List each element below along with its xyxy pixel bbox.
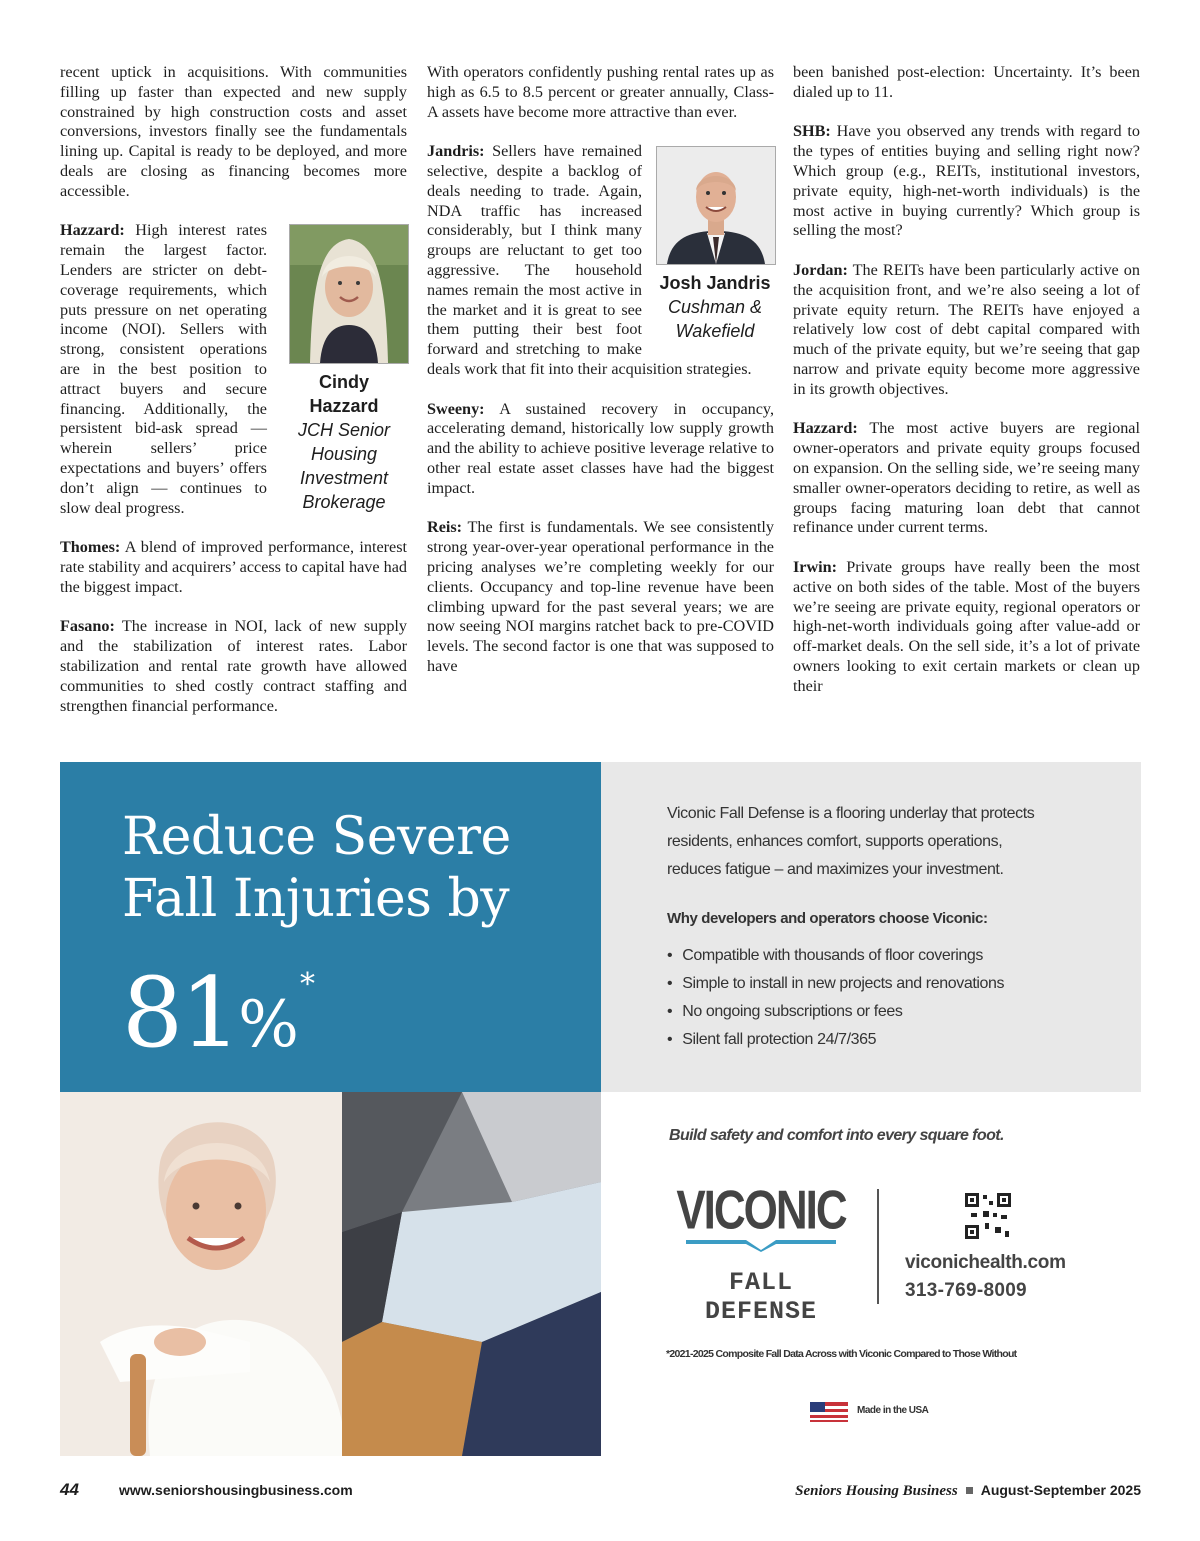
- answer-text: A blend of improved performance, interest rate stability and acquirers’ access to capital have had the biggest impact.: [60, 538, 407, 596]
- speaker-name: Jordan:: [793, 260, 848, 279]
- ad-percent-figure: [122, 930, 312, 1080]
- caption-name: Cindy: [318, 372, 369, 393]
- answer-text: The REITs have been particularly active on the acquisition front, and we’re also seeing a lot of private equity return. The REITs have enjoyed a relatively low cost of debt capital compared with much of the private equity, but we’re seeing that gap narrow and private equity become more aggressive in its growth objectives.: [793, 260, 1140, 398]
- page-number: 44: [60, 1480, 79, 1499]
- ad-bullet: • Silent fall protection 24/7/365: [667, 1026, 1004, 1054]
- caption-company: JCH Senior: [297, 420, 391, 441]
- paragraph: [793, 122, 1140, 241]
- paragraph: [427, 518, 774, 676]
- answer-text: Sellers have remained selective, despite a backlog of deals needing to trade. Again, NDA traffic has increased considerably, but I think many groups are reluctant to get too aggressive. The household names remain the most active in the market and it is great to see them putting their best foot forward and stretching to make deals work that fit into their acquisition strategies.: [427, 142, 752, 378]
- paragraph: [60, 617, 407, 716]
- usa-flag-icon: [810, 1402, 848, 1422]
- caption-company: Cushman &: [667, 297, 763, 318]
- article-column-3: [793, 63, 1140, 697]
- ad-percent-sign: %: [238, 988, 296, 1062]
- issue-date: August-September 2025: [980, 1482, 1141, 1498]
- speaker-name: Sweeny:: [427, 399, 485, 418]
- paragraph: been banished post-election: Uncertainty. It’s been dialed up to 11.: [793, 63, 1140, 101]
- article-column-2: [427, 63, 774, 677]
- page-footer: [60, 1480, 1141, 1502]
- answer-text: Private groups have really been the most active on both sides of the table. Most of the buyers we’re seeing are private equity, regional operators or high-net-worth individuals going after value-add or off-market deals. On the sell side, it’s a lot of private owners looking to exit certain markets or clean up their: [793, 557, 1141, 695]
- paragraph: [427, 400, 774, 499]
- speaker-name: Jandris:: [427, 142, 485, 161]
- speaker-name: Hazzard:: [793, 419, 858, 438]
- answer-text: The increase in NOI, lack of new supply and the stabilization of interest rates. Labor stabilization and rental rate growth have allowed communities to shed costly contract staffing and strengthen financial performance.: [60, 617, 407, 715]
- ad-footnote: *2021-2025 Composite Fall Data Across with Viconic Compared to Those Without: [666, 1348, 1017, 1360]
- speaker-name: SHB:: [793, 122, 831, 141]
- ad-bullet-list: [667, 942, 1004, 1054]
- viconic-logo[interactable]: [666, 1179, 856, 1326]
- speaker-name: Reis:: [427, 518, 463, 537]
- jandris-headshot: [656, 146, 776, 265]
- ad-why-heading: Why developers and operators choose Viconic:: [667, 910, 988, 927]
- caption-name: Hazzard: [309, 396, 379, 417]
- ad-asterisk: *: [299, 967, 312, 1002]
- ad-flooring-samples-image: [342, 1092, 601, 1456]
- ad-bullet: • Compatible with thousands of floor coverings: [667, 942, 1004, 970]
- ad-info-panel: [601, 762, 1141, 1092]
- ad-phone-number[interactable]: 313-769-8009: [905, 1280, 1027, 1301]
- ad-bullet: • No ongoing subscriptions or fees: [667, 998, 1004, 1026]
- hazzard-photo-caption: [281, 224, 407, 514]
- answer-text: The most active buyers are regional owner-operators and private equity groups focused on expansion. On the selling side, we’re seeing many smaller owner-operators deciding to retire, as well as groups facing maturing loan debt that cannot refinance under current terms.: [793, 419, 1140, 537]
- speaker-name: Irwin:: [793, 557, 838, 576]
- paragraph: [60, 538, 407, 597]
- speaker-name: Fasano:: [60, 617, 115, 636]
- viconic-advertisement[interactable]: [60, 762, 1141, 1456]
- ad-website-link[interactable]: viconichealth.com: [905, 1252, 1066, 1273]
- jandris-photo-caption: [656, 146, 774, 343]
- publication-info: [795, 1482, 1141, 1500]
- ad-bullet: • Simple to install in new projects and renovations: [667, 970, 1004, 998]
- ad-headline: [122, 806, 511, 930]
- question-text: Have you observed any trends with regard to the types of entities buying and selling right now? Which group (e.g., REITs, institutional investors, private equity, high-net-worth individuals) is the most active in buying currently? Which group is selling the most?: [793, 122, 1141, 240]
- paragraph: [793, 261, 1140, 400]
- article-column-1: [60, 63, 407, 716]
- caption-name: Josh Jandris: [659, 273, 771, 294]
- made-in-usa-label: Made in the USA: [857, 1405, 929, 1416]
- ad-divider: [877, 1189, 879, 1304]
- speaker-name: Thomes:: [60, 538, 121, 557]
- ad-intro: [667, 800, 1087, 884]
- caption-company: Investment: [299, 468, 389, 489]
- ad-headline-line: Fall Injuries by: [122, 869, 510, 929]
- qr-code-icon[interactable]: [963, 1191, 1013, 1241]
- paragraph: [793, 419, 1140, 538]
- viconic-logo-subtitle: FALL DEFENSE: [704, 1268, 818, 1326]
- ad-headline-line: Reduce Severe: [122, 807, 511, 867]
- ad-intro-line: Viconic Fall Defense is a flooring underlay that protects: [667, 805, 1035, 822]
- ad-intro-line: residents, enhances comfort, supports operations,: [667, 833, 1003, 850]
- caption-company: Housing: [310, 444, 378, 465]
- hazzard-headshot: [289, 224, 409, 364]
- square-separator-icon: [966, 1487, 973, 1494]
- speaker-name: Hazzard:: [60, 221, 125, 240]
- caption-company: Brokerage: [302, 492, 386, 513]
- paragraph: recent uptick in acquisitions. With communities filling up faster than expected and new supply constrained by high construction costs and asset conversions, investors finally see the fundamentals lining up. Capital is ready to be deployed, and more deals are closing as financing becomes more accessible.: [60, 63, 407, 200]
- caption-company: Wakefield: [675, 321, 755, 342]
- ad-intro-line: reduces fatigue – and maximizes your investment.: [667, 861, 1004, 878]
- answer-text: High interest rates remain the largest factor. Lenders are stricter on debt-coverage requirements, which puts pressure on net operating income (NOI). Sellers with strong, consistent operations are in the best position to attract buyers and secure financing. Additionally, the persistent bid-ask spread — wherein sellers’ price expectations and buyers’ offers don’t align — continues to slow deal progress.: [60, 221, 267, 517]
- ad-headline-panel: [60, 762, 601, 1092]
- paragraph: With operators confidently pushing rental rates up as high as 6.5 to 8.5 percent or greater annually, Class-A assets have become more attractive than ever.: [427, 63, 774, 121]
- publication-name: Seniors Housing Business: [795, 1483, 958, 1499]
- answer-text: A sustained recovery in occupancy, accelerating demand, historically low supply growth and the ability to achieve positive leverage relative to other real estate asset classes have had the biggest impact.: [427, 399, 775, 497]
- ad-percent-value: 81: [122, 957, 239, 1069]
- paragraph: [793, 558, 1140, 697]
- footer-website-link[interactable]: www.seniorshousingbusiness.com: [119, 1482, 353, 1498]
- ad-tagline: Build safety and comfort into every square foot.: [669, 1127, 1004, 1144]
- answer-text: The first is fundamentals. We see consistently strong year-over-year operational performance in the pricing analyses we’re completing weekly for our clients. Occupancy and top-line revenue have been climbing upward for the past several years; we are now seeing NOI margins ratchet back to pre-COVID levels. The second factor is one that was supposed to have: [427, 518, 774, 675]
- ad-smiling-woman-image: [60, 1092, 342, 1456]
- viconic-logo-wordmark: VICONIC: [676, 1179, 846, 1241]
